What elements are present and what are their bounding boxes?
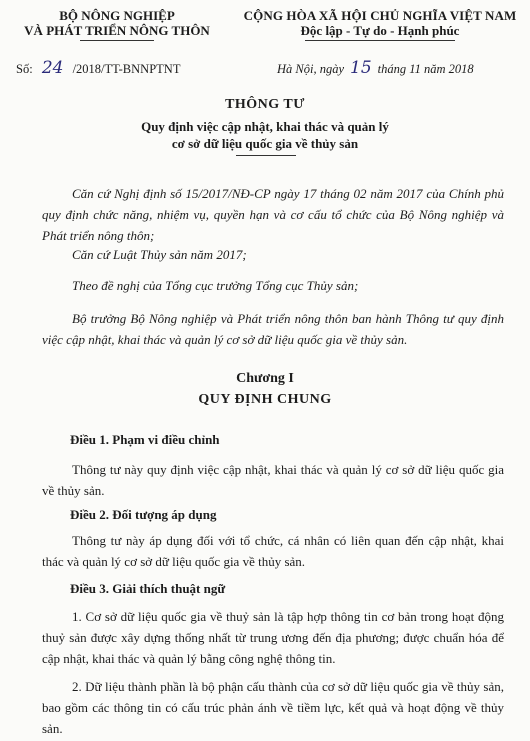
issue-date (277, 58, 474, 78)
article-2-heading: Điều 2. Đối tượng áp dụng (70, 507, 217, 522)
preamble-basis-law: Căn cứ Luật Thủy sản năm 2017; (72, 247, 247, 262)
issuing-agency (12, 8, 222, 41)
number-label: Số: (16, 62, 33, 76)
article-3-heading: Điều 3. Giải thích thuật ngữ (70, 581, 226, 596)
agency-line-1: BỘ NÔNG NGHIỆP (59, 8, 175, 23)
number-suffix: /2018/TT-BNNPTNT (72, 62, 181, 76)
chapter-number: Chương I (236, 371, 294, 386)
document-type: THÔNG TƯ (225, 97, 305, 112)
article-3-item-1: 1. Cơ sở dữ liệu quốc gia về thuỷ sản là tập hợp thông tin cơ bản trong hoạt động thuỷ sản được xây dựng thống nhất từ trung ương đến địa phương; được chuẩn hóa để cập nhật, khai thác và quản lý bằng công nghệ thông tin. (42, 609, 504, 666)
date-day-handwritten: 15 (350, 58, 372, 78)
number-handwritten: 24 (41, 58, 64, 78)
preamble-basis-decree: Căn cứ Nghị định số 15/2017/NĐ-CP ngày 17 tháng 02 năm 2017 của Chính phủ quy định chức năng, nhiệm vụ, quyền hạn và cơ cấu tổ chức của Bộ Nông nghiệp và Phát triển nông thôn; (42, 186, 504, 243)
article-1-heading: Điều 1. Phạm vi điều chỉnh (70, 432, 220, 447)
article-3-item-2: 2. Dữ liệu thành phần là bộ phận cấu thành của cơ sở dữ liệu quốc gia về thủy sản, bao gồm các thông tin có cấu trúc phản ánh về tiềm lực, kết quả và hoạt động về thủy sản. (42, 679, 504, 736)
document-title-line-1: Quy định việc cập nhật, khai thác và quản lý (141, 119, 389, 134)
article-1-text: Thông tư này quy định việc cập nhật, khai thác và quản lý cơ sở dữ liệu quốc gia về thủy sản. (42, 462, 504, 498)
article-2-text: Thông tư này áp dụng đối với tổ chức, cá nhân có liên quan đến cập nhật, khai thác và quản lý cơ sở dữ liệu quốc gia về thủy sản. (42, 533, 504, 569)
title-underline (236, 155, 296, 156)
document-title-line-2: cơ sở dữ liệu quốc gia về thủy sản (171, 136, 359, 151)
preamble-issuance: Bộ trưởng Bộ Nông nghiệp và Phát triển nông thôn ban hành Thông tư quy định việc cập nhật, khai thác và quản lý cơ sở dữ liệu quốc gia về thủy sản. (42, 311, 504, 347)
preamble-proposal: Theo đề nghị của Tổng cục trưởng Tổng cục Thủy sản; (72, 278, 359, 293)
motto-underline (305, 40, 455, 41)
national-motto (232, 8, 528, 41)
date-prefix: Hà Nội, ngày (277, 62, 345, 76)
chapter-title: QUY ĐỊNH CHUNG (198, 392, 332, 407)
agency-underline (80, 40, 154, 41)
date-suffix: tháng 11 năm 2018 (377, 62, 474, 76)
motto: Độc lập - Tự do - Hạnh phúc (300, 23, 460, 38)
document-number (16, 58, 180, 78)
country-name: CỘNG HÒA XÃ HỘI CHỦ NGHĨA VIỆT NAM (243, 8, 517, 23)
agency-line-2: VÀ PHÁT TRIỂN NÔNG THÔN (24, 23, 210, 38)
